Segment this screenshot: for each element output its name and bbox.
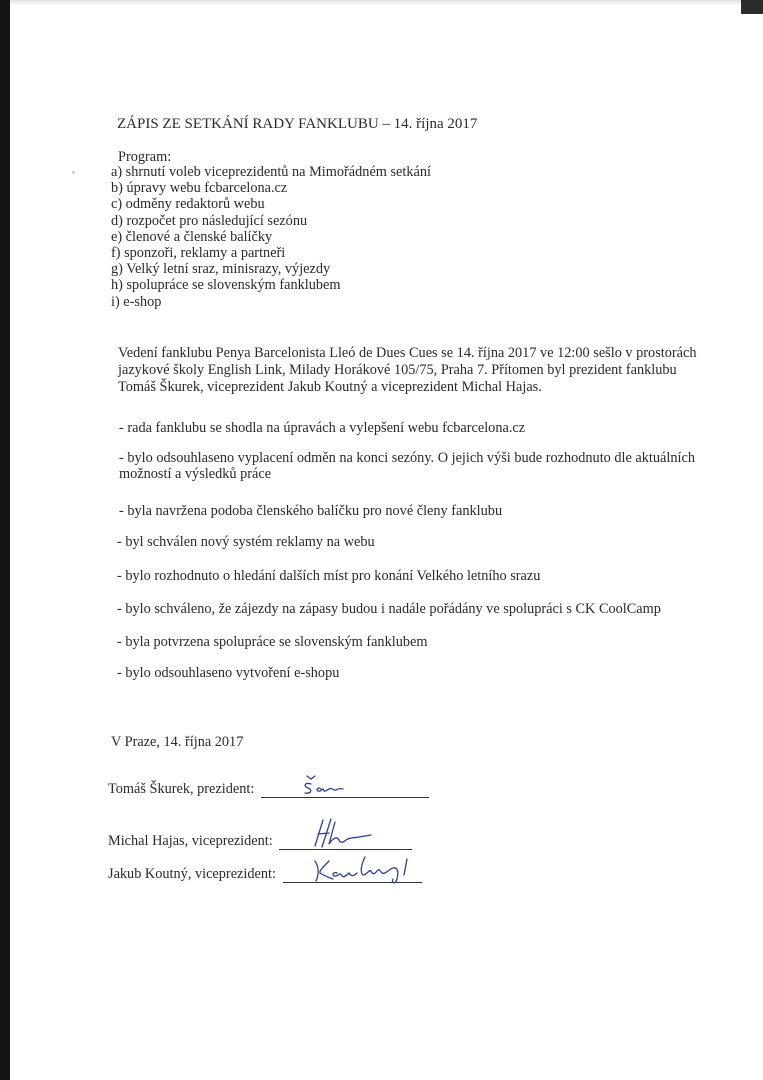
resolution-item: [117, 601, 661, 617]
signature-label: Michal Hajas, viceprezident:: [108, 833, 273, 849]
agenda-item: e) členové a členské balíčky: [111, 228, 273, 245]
resolution-item: [117, 534, 375, 550]
signature-row-president: [108, 781, 429, 798]
resolution-item: [117, 568, 540, 584]
agenda-item: i) e-shop: [111, 293, 162, 310]
agenda-item: h) spolupráce se slovenským fanklubem: [111, 277, 341, 294]
agenda-item: d) rozpočet pro následující sezónu: [111, 212, 308, 229]
resolution-line: - bylo odsouhlaseno vytvoření e-shopu: [117, 665, 340, 681]
resolution-line: - bylo schváleno, že zájezdy na zápasy budou i nadále pořádány ve spolupráci s CK CoolCamp: [117, 601, 661, 617]
resolution-line: - byla potvrzena spolupráce se slovenským fanklubem: [117, 634, 428, 650]
resolution-line: - byla navržena podoba členského balíčku pro nové členy fanklubu: [119, 503, 503, 519]
resolution-line: - bylo rozhodnuto o hledání dalších míst pro konání Velkého letního srazu: [117, 568, 541, 584]
agenda-item: c) odměny redaktorů webu: [111, 196, 265, 213]
document-title: ZÁPIS ZE SETKÁNÍ RADY FANKLUBU – 14. října 2017: [117, 116, 478, 132]
resolution-line: možností a výsledků práce: [119, 466, 272, 482]
scan-speck: [72, 171, 75, 174]
resolution-item: [119, 420, 525, 436]
agenda-list: [111, 164, 431, 310]
place-date: V Praze, 14. října 2017: [111, 734, 244, 750]
meeting-intro: [118, 345, 718, 396]
signature-label: Tomáš Škurek, prezident:: [108, 781, 255, 797]
signature-label: Jakub Koutný, viceprezident:: [108, 866, 276, 882]
agenda-item: b) úpravy webu fcbarcelona.cz: [111, 180, 288, 197]
resolution-item: [119, 503, 502, 519]
resolution-item: [119, 450, 695, 482]
resolution-line: - byl schválen nový systém reklamy na webu: [117, 534, 375, 550]
signature-president: [297, 772, 367, 798]
agenda-item: f) sponzoři, reklamy a partneři: [111, 245, 286, 262]
document-page: [10, 0, 763, 1080]
resolution-line: - bylo odsouhlaseno vyplacení odměn na konci sezóny. O jejich výši bude rozhodnuto dle aktuálních: [119, 450, 695, 466]
resolution-item: [117, 634, 427, 650]
signature-vicepresident-koutny: [307, 853, 425, 887]
resolution-item: [117, 665, 339, 681]
intro-line: Vedení fanklubu Penya Barcelonista Lleó de Dues Cues se 14. října 2017 ve 12:00 sešlo v prostorách: [118, 345, 697, 361]
intro-line: Tomáš Škurek, viceprezident Jakub Koutný a viceprezident Michal Hajas.: [118, 379, 542, 395]
resolution-line: - rada fanklubu se shodla na úpravách a vylepšení webu fcbarcelona.cz: [119, 420, 526, 436]
scan-edge-left: [0, 0, 10, 1080]
agenda-item: g) Velký letní sraz, minisrazy, výjezdy: [111, 261, 331, 278]
agenda-item: a) shrnutí voleb viceprezidentů na Mimořádném setkání: [111, 164, 431, 180]
signature-vicepresident-hajas: [309, 816, 379, 852]
intro-line: jazykové školy English Link, Milady Horákové 105/75, Praha 7. Přítomen byl prezident fanklubu: [118, 362, 677, 378]
program-heading: Program:: [118, 149, 172, 165]
